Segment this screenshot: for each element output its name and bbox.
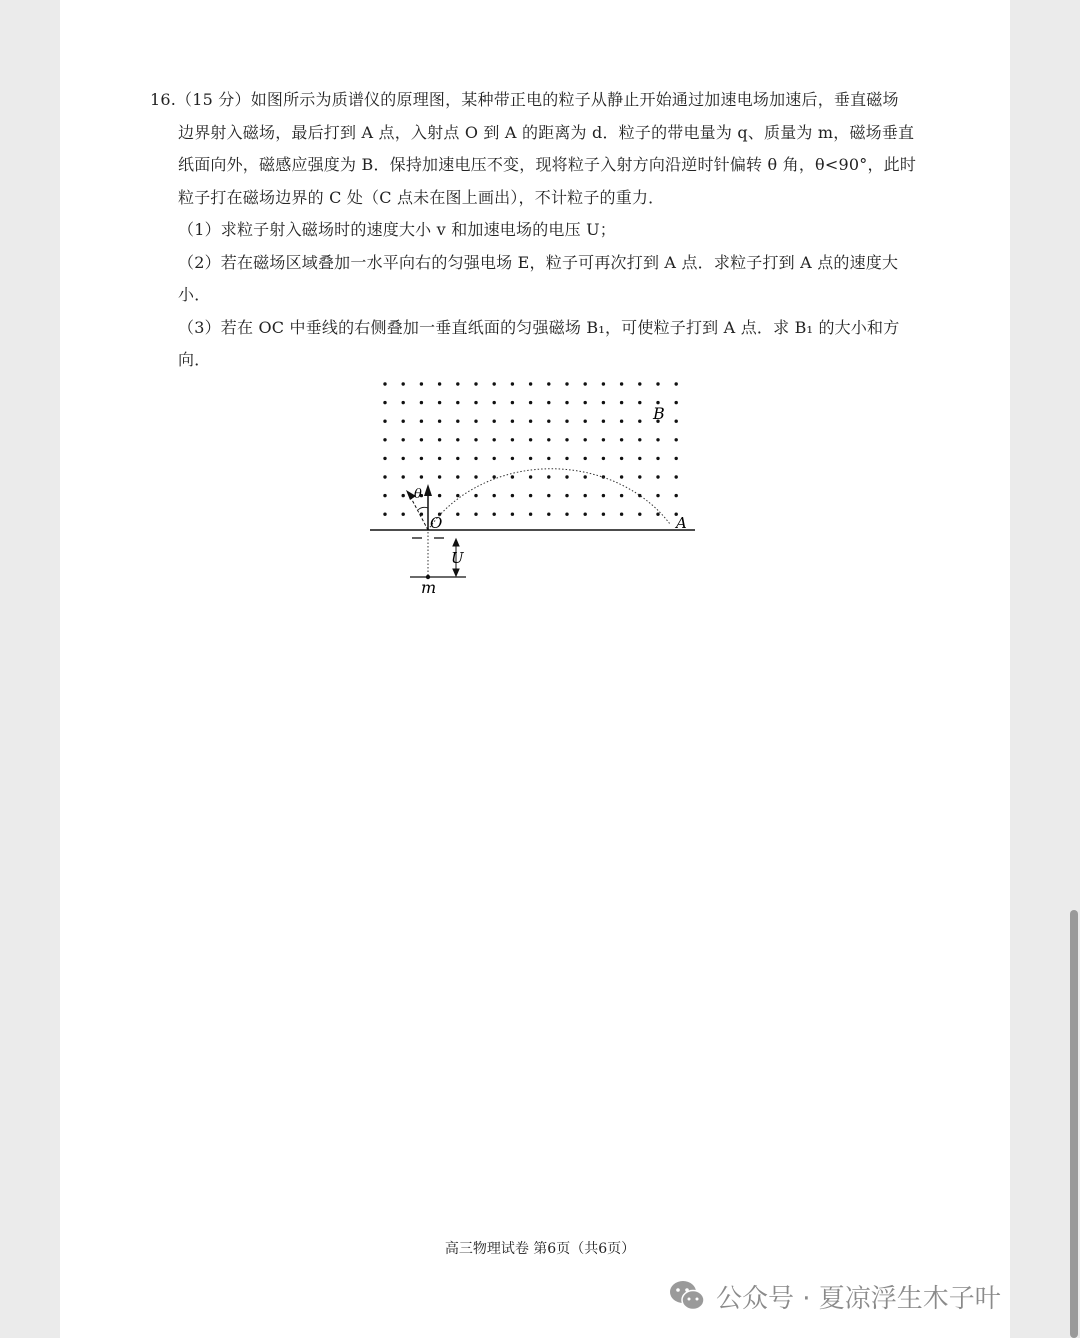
stem-line-2: 边界射入磁场，最后打到 A 点，入射点 O 到 A 的距离为 d．粒子的带电量为 q、质量为 m，磁场垂直 [178, 122, 915, 142]
question-3-cont: 向． [178, 350, 211, 369]
watermark [668, 1276, 1001, 1316]
label-A: A [676, 514, 687, 532]
label-m: m [421, 578, 437, 597]
question-3: （3）若在 OC 中垂线的右侧叠加一垂直纸面的匀强磁场 B₁，可使粒子打到 A 点．求 B₁ 的大小和方 [178, 317, 900, 337]
stem-line-3: 纸面向外，磁感应强度为 B．保持加速电压不变，现将粒子入射方向沿逆时针偏转 θ 角，θ<90°，此时 [178, 155, 917, 174]
stem-line-1: 16.（15 分）如图所示为质谱仪的原理图，某种带正电的粒子从静止开始通过加速电场加速后，垂直磁场 [150, 90, 899, 109]
theta-arc [418, 507, 428, 510]
problem-points: （15 分） [176, 90, 251, 109]
question-2: （2）若在磁场区域叠加一水平向右的匀强电场 E，粒子可再次打到 A 点．求粒子打到 A 点的速度大 [178, 252, 899, 272]
scrollbar[interactable] [1070, 910, 1078, 1338]
label-B: B [653, 404, 665, 423]
label-O: O [430, 514, 443, 532]
watermark-text: 公众号 · 夏凉浮生木子叶 [716, 1283, 1001, 1314]
stem-line-4: 粒子打在磁场边界的 C 处（C 点未在图上画出），不计粒子的重力． [178, 187, 665, 207]
mass-spectrometer-diagram [360, 372, 700, 602]
problem-16 [150, 84, 930, 377]
label-theta: θ [414, 487, 422, 502]
wechat-icon [668, 1279, 706, 1313]
label-U: U [451, 549, 464, 567]
question-2-cont: 小． [178, 285, 211, 304]
page-footer: 高三物理试卷 第6页（共6页） [444, 1241, 636, 1257]
problem-number: 16. [150, 90, 177, 109]
question-1: （1）求粒子射入磁场时的速度大小 v 和加速电场的电压 U； [178, 220, 616, 239]
